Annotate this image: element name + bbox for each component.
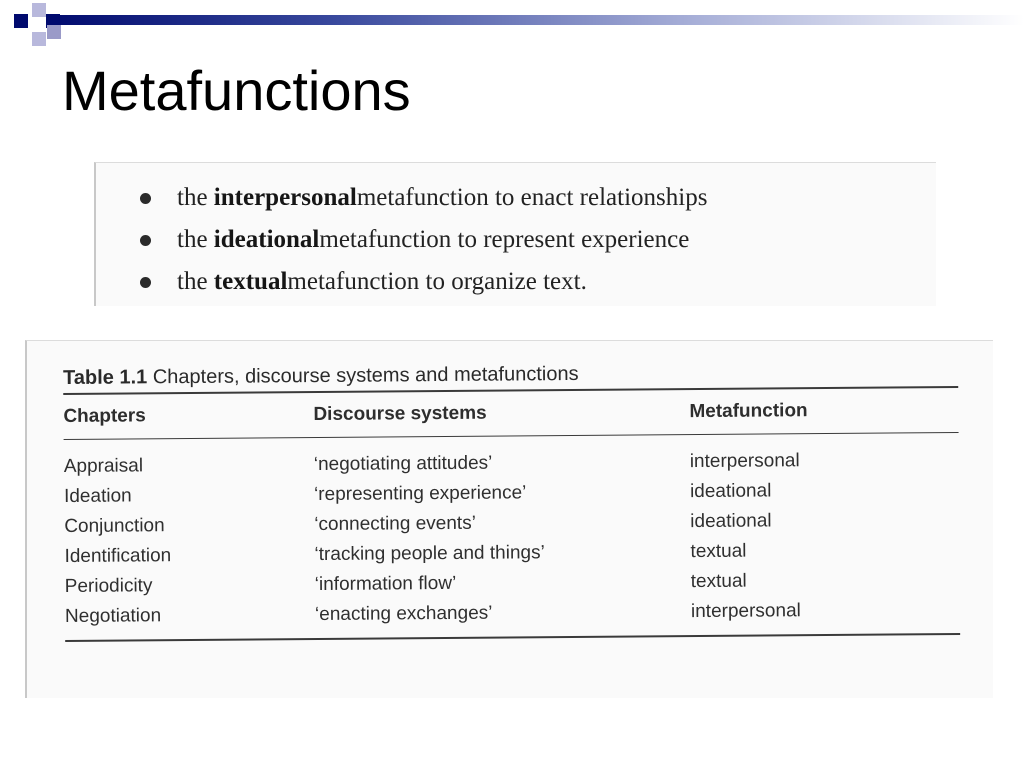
slide-title: Metafunctions	[62, 59, 411, 122]
cell-discourse-system: ‘negotiating attitudes’	[313, 452, 493, 476]
cell-metafunction: textual	[690, 540, 747, 563]
table-body	[64, 433, 966, 640]
cell-discourse-system: ‘tracking people and things’	[314, 542, 545, 566]
table-row	[65, 595, 965, 632]
cell-metafunction: textual	[690, 570, 747, 593]
table-caption-label: Table 1.1	[63, 366, 148, 389]
bullet-list	[140, 177, 707, 303]
bullet-dot-icon	[140, 193, 151, 204]
cell-discourse-system: ‘representing experience’	[313, 482, 527, 506]
cell-chapter: Negotiation	[64, 605, 162, 627]
decorative-square	[14, 14, 28, 28]
cell-metafunction: interpersonal	[690, 600, 801, 623]
bullet-term: ideational	[213, 226, 320, 253]
cell-chapter: Identification	[64, 545, 172, 567]
scanned-table-image	[25, 340, 993, 698]
cell-chapter: Appraisal	[63, 455, 144, 477]
cell-discourse-system: ‘connecting events’	[314, 512, 476, 536]
decorative-square	[47, 25, 61, 39]
cell-chapter: Conjunction	[64, 515, 165, 537]
bullet-term: interpersonal	[213, 184, 357, 211]
header-chapters: Chapters	[63, 405, 146, 427]
bullet-dot-icon	[140, 277, 151, 288]
decorative-square	[32, 3, 46, 17]
bullet-prefix: the	[177, 268, 208, 295]
bullet-dot-icon	[140, 235, 151, 246]
bullet-item	[140, 219, 707, 261]
cell-chapter: Periodicity	[64, 575, 153, 597]
table-caption-text: Chapters, discourse systems and metafunctions	[147, 362, 579, 389]
bullet-suffix: metafunction to enact relationships	[356, 184, 708, 211]
bullet-suffix: metafunction to represent experience	[319, 226, 690, 253]
header-gradient-bar	[46, 15, 1024, 25]
bullet-item	[140, 261, 707, 303]
header-discourse-systems: Discourse systems	[313, 402, 487, 426]
bullet-prefix: the	[177, 226, 208, 253]
scanned-bullet-list-image	[94, 162, 936, 306]
cell-discourse-system: ‘enacting exchanges’	[314, 602, 493, 626]
bullet-prefix: the	[177, 184, 208, 211]
decorative-square	[32, 32, 46, 46]
cell-metafunction: ideational	[690, 510, 772, 533]
bullet-item	[140, 177, 707, 219]
bullet-term: textual	[213, 268, 288, 295]
table-header-row	[63, 388, 963, 439]
cell-discourse-system: ‘information flow’	[314, 572, 457, 596]
cell-metafunction: interpersonal	[689, 450, 800, 473]
cell-metafunction: ideational	[689, 480, 772, 503]
bullet-suffix: metafunction to organize text.	[287, 268, 587, 295]
cell-chapter: Ideation	[63, 485, 132, 507]
metafunction-table	[63, 356, 965, 642]
header-metafunction: Metafunction	[689, 400, 808, 423]
